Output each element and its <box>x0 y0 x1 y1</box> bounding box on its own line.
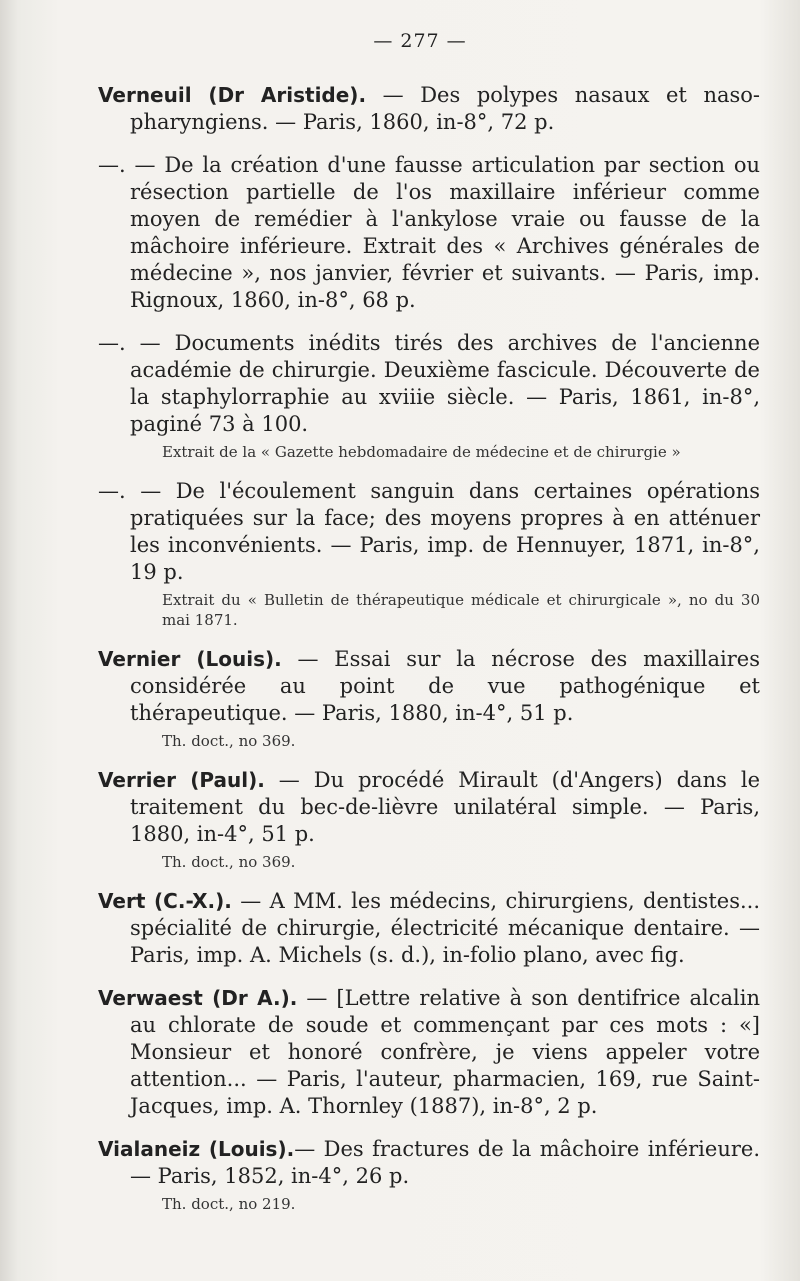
entry-vernier <box>98 646 760 751</box>
entry-verneuil-ecoulement <box>98 478 760 630</box>
entry-note: Extrait de la « Gazette hebdomadaire de médecine et de chirurgie » <box>162 443 681 461</box>
entry-note: Extrait du « Bulletin de thérapeutique médicale et chirurgicale », no du 30 mai 1871. <box>162 591 760 629</box>
entry-vert <box>98 888 760 969</box>
entry-text: — Des fractures de la mâchoire inférieure. — Paris, 1852, in-4°, 26 p. <box>130 1137 760 1188</box>
entry-author: Verrier (Paul). <box>98 768 265 792</box>
entry-author: Verwaest (Dr A.). <box>98 986 298 1010</box>
entry-text: — Des polypes nasaux et naso-pharyngiens. — Paris, 1860, in-8°, 72 p. <box>130 83 761 134</box>
entry-verneuil-documents <box>98 330 760 462</box>
entry-author: Vert (C.-X.). <box>98 889 232 913</box>
entry-author: Verneuil (Dr Aristide). <box>98 83 367 107</box>
entry-vialaneiz <box>98 1136 760 1214</box>
page-number: — 277 — <box>373 30 467 52</box>
entry-note: Th. doct., no 369. <box>162 853 296 871</box>
entry-text: —. — De la création d'une fausse articulation par section ou résection partielle de l'os maxillaire inférieur comme moyen de remédier à l'ankylose vraie ou fausse de la mâchoire inférieure. Extrait des « Archives générales de médecine », nos janvier, février et suivants. — Paris, imp. Rignoux, 1860, in-8°, 68 p. <box>98 153 760 312</box>
entry-text: — Essai sur la nécrose des maxillaires considérée au point de vue pathogénique et thérapeutique. — Paris, 1880, in-4°, 51 p. <box>130 647 760 725</box>
entry-text: —. — Documents inédits tirés des archives de l'ancienne académie de chirurgie. Deuxième fascicule. Découverte de la staphylorraphie au xviiie siècle. — Paris, 1861, in-8°, paginé 73 à 100. <box>98 331 760 436</box>
entry-note: Th. doct., no 369. <box>162 732 296 750</box>
entry-text: — A MM. les médecins, chirurgiens, dentistes... spécialité de chirurgie, électricité mécanique dentaire. — Paris, imp. A. Michels (s. d.), in-folio plano, avec fig. <box>130 889 760 967</box>
entry-text: —. — De l'écoulement sanguin dans certaines opérations pratiquées sur la face; des moyens propres à en atténuer les inconvénients. — Paris, imp. de Hennuyer, 1871, in-8°, 19 p. <box>98 479 760 584</box>
entry-verneuil-articulation <box>98 152 760 314</box>
entry-verneuil-polypes <box>98 82 760 136</box>
bibliography-list <box>98 82 760 1230</box>
entry-author: Vernier (Louis). <box>98 647 282 671</box>
entry-verwaest <box>98 985 760 1120</box>
entry-note: Th. doct., no 219. <box>162 1195 296 1213</box>
entry-author: Vialaneiz (Louis). <box>98 1137 295 1161</box>
entry-text: — Du procédé Mirault (d'Angers) dans le traitement du bec-de-lièvre unilatéral simple. — Paris, 1880, in-4°, 51 p. <box>130 768 760 846</box>
entry-verrier <box>98 767 760 872</box>
entry-text: — [Lettre relative à son dentifrice alcalin au chlorate de soude et commençant par ces mots : «] Monsieur et honoré confrère, je viens appeler votre attention... — Paris, l'auteur, pharmacien, 169, rue Saint-Jacques, imp. A. Thornley (1887), in-8°, 2 p. <box>130 986 761 1118</box>
